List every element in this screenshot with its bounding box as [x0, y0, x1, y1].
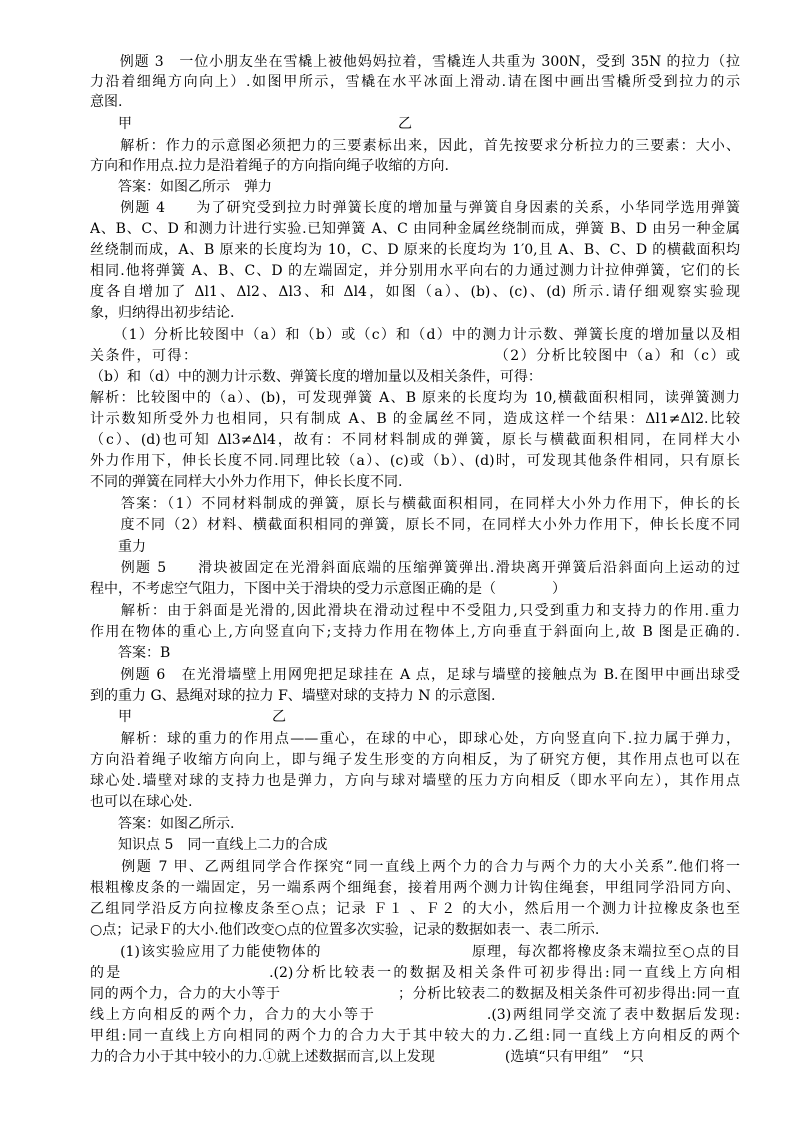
text-line: 度各自增加了 Δl1、Δl2、Δl3、和 Δl4，如图（a）、(b)、(c)、(d) 所示.请仔细观察实验现: [90, 284, 740, 300]
text-line: 外力作用下，伸长长度不同.同理比较（a）、(c)或（b）、(d)时，可发现其他条件相同，只有原长: [90, 453, 740, 469]
text-line: （c）、(d)也可知 Δl3≠Δl4，故有：不同材料制成的弹簧，原长与横截面积相同，在同样大小: [90, 432, 740, 448]
text-line: 也可以在球心处.: [90, 794, 193, 810]
text-line: 同的两个力，合力的大小等于 ；分析比较表二的数据及相关条件可初步得出:同一直: [90, 986, 740, 1002]
text-line: 丝绕制而成，A、B 原来的长度均为 10，C、D 原来的长度均为 1′0,且 A、B、C、D 的横截面积均: [90, 242, 740, 258]
text-line: 的是 .(2)分析比较表一的数据及相关条件可初步得出:同一直线上方向相: [90, 965, 740, 981]
text-line: 答案：（1）不同材料制成的弹簧，原长与横截面积相同，在同样大小外力作用下，伸长的长: [90, 496, 740, 512]
text-line: 解析：比较图中的（a）、(b)，可发现弹簧 A、B 原来的长度均为 10,横截面积相同，读弹簧测力: [90, 390, 740, 406]
text-line: 答案：如图乙所示 弹力: [90, 179, 272, 195]
text-line: （b）和（d）中的测力计示数、弹簧长度的增加量以及相关条件，可得：: [90, 369, 542, 385]
text-line: （1）分析比较图中（a）和（b）或（c）和（d）中的测力计示数、弹簧长度的增加量以及相: [90, 327, 740, 343]
text-line: ○点；记录Ｆ的大小.他们改变○点的位置多次实验，记录的数据如表一、表二所示.: [90, 922, 600, 938]
text-line: 例题 4 为了研究受到拉力时弹簧长度的增加量与弹簧自身因素的关系，小华同学选用弹簧: [90, 200, 740, 216]
text-line: 答案：B: [90, 645, 171, 661]
text-line: 力的合力小于其中较小的力.①就上述数据而言,以上发现 (选填“只有甲组” “只: [90, 1049, 644, 1065]
text-line: 到的重力 G、悬绳对球的拉力 F、墙壁对球的支持力 N 的示意图.: [90, 688, 496, 704]
text-line: 解析：球的重力的作用点——重心，在球的中心，即球心处，方向竖直向下.拉力属于弹力，: [90, 731, 740, 747]
text-line: 甲 乙: [90, 709, 286, 725]
text-line: 甲组:同一直线上方向相同的两个力的合力大于其中较大的力.乙组:同一直线上方向相反的两个: [90, 1028, 740, 1044]
text-line: 例题 6 在光滑墙壁上用网兜把足球挂在 A 点，足球与墙壁的接触点为 B.在图甲中画出球受: [90, 667, 740, 683]
text-line: 度不同（2）材料、横截面积相同的弹簧，原长不同，在同样大小外力作用下，伸长长度不同: [90, 517, 740, 533]
text-line: 象，归纳得出初步结论.: [90, 305, 235, 321]
text-line: 例题 7 甲、乙两组同学合作探究“同一直线上两个力的合力与两个力的大小关系”.他们将一: [90, 859, 740, 875]
text-line: 相同.他将弹簧 A、B、C、D 的左端固定，并分别用水平向右的力通过测力计拉伸弹簧，它们的长: [90, 263, 740, 279]
text-line: (1)该实验应用了力能使物体的 原理，每次都将橡皮条末端拉至○点的目: [90, 944, 740, 960]
text-line: 方向沿着绳子收缩方向向上，即与绳子发生形变的方向相反，为了研究方便，其作用点也可以在: [90, 752, 740, 768]
text-line: 重力: [90, 539, 146, 555]
text-line: 力沿着细绳方向向上）.如图甲所示，雪橇在水平冰面上滑动.请在图中画出雪橇所受到拉力的示: [90, 74, 740, 90]
text-line: 解析：作力的示意图必须把力的三要素标出来，因此，首先按要求分析拉力的三要素：大小、: [90, 138, 740, 154]
text-line: 计示数知所受外力也相同，只有制成 A、B 的金属丝不同，造成这样一个结果：Δl1≠Δl2.比较: [90, 411, 740, 427]
text-line: 程中，不考虑空气阻力，下图中关于滑块的受力示意图正确的是（ ）: [90, 581, 566, 597]
text-line: 关条件，可得： （2）分析比较图中（a）和（c）或: [90, 348, 740, 364]
text-line: 根粗橡皮条的一端固定，另一端系两个细绳套，接着用两个测力计钩住绳套，甲组同学沿同方向、: [90, 880, 740, 896]
text-line: 例题 5 滑块被固定在光滑斜面底端的压缩弹簧弹出.滑块离开弹簧后沿斜面向上运动的过: [90, 560, 740, 576]
text-line: 意图.: [90, 94, 123, 110]
text-line: 甲 乙: [90, 116, 412, 132]
text-line: 线上方向相反的两个力，合力的大小等于 .(3)两组同学交流了表中数据后发现:: [90, 1007, 740, 1023]
text-line: 知识点 5 同一直线上二力的合成: [90, 837, 328, 853]
text-line: 例题 3 一位小朋友坐在雪橇上被他妈妈拉着，雪橇连人共重为 300N，受到 35N 的拉力（拉: [90, 54, 740, 70]
text-line: A、B、C、D 和测力计进行实验.已知弹簧 A、C 由同种金属丝绕制而成，弹簧 B、D 由另一种金属: [90, 221, 740, 237]
text-line: 球心处.墙壁对球的支持力也是弹力，方向与球对墙壁的压力方向相反（即水平向左），其作用点: [90, 773, 740, 789]
text-line: 作用在物体的重心上,方向竖直向下;支持力作用在物体上,方向垂直于斜面向上,故 B 图是正确的.: [90, 624, 740, 640]
text-line: 解析：由于斜面是光滑的,因此滑块在滑动过程中不受阻力,只受到重力和支持力的作用.重力: [90, 603, 740, 619]
text-line: 答案：如图乙所示.: [90, 816, 235, 832]
text-line: 不同的弹簧在同样大小外力作用下，伸长长度不同.: [90, 474, 403, 490]
text-line: 乙组同学沿反方向拉橡皮条至○点；记录 Ｆ１ 、Ｆ２ 的大小，然后用一个测力计拉橡皮条也至: [90, 901, 740, 917]
text-line: 方向和作用点.拉力是沿着绳子的方向指向绳子收缩的方向.: [90, 158, 449, 174]
